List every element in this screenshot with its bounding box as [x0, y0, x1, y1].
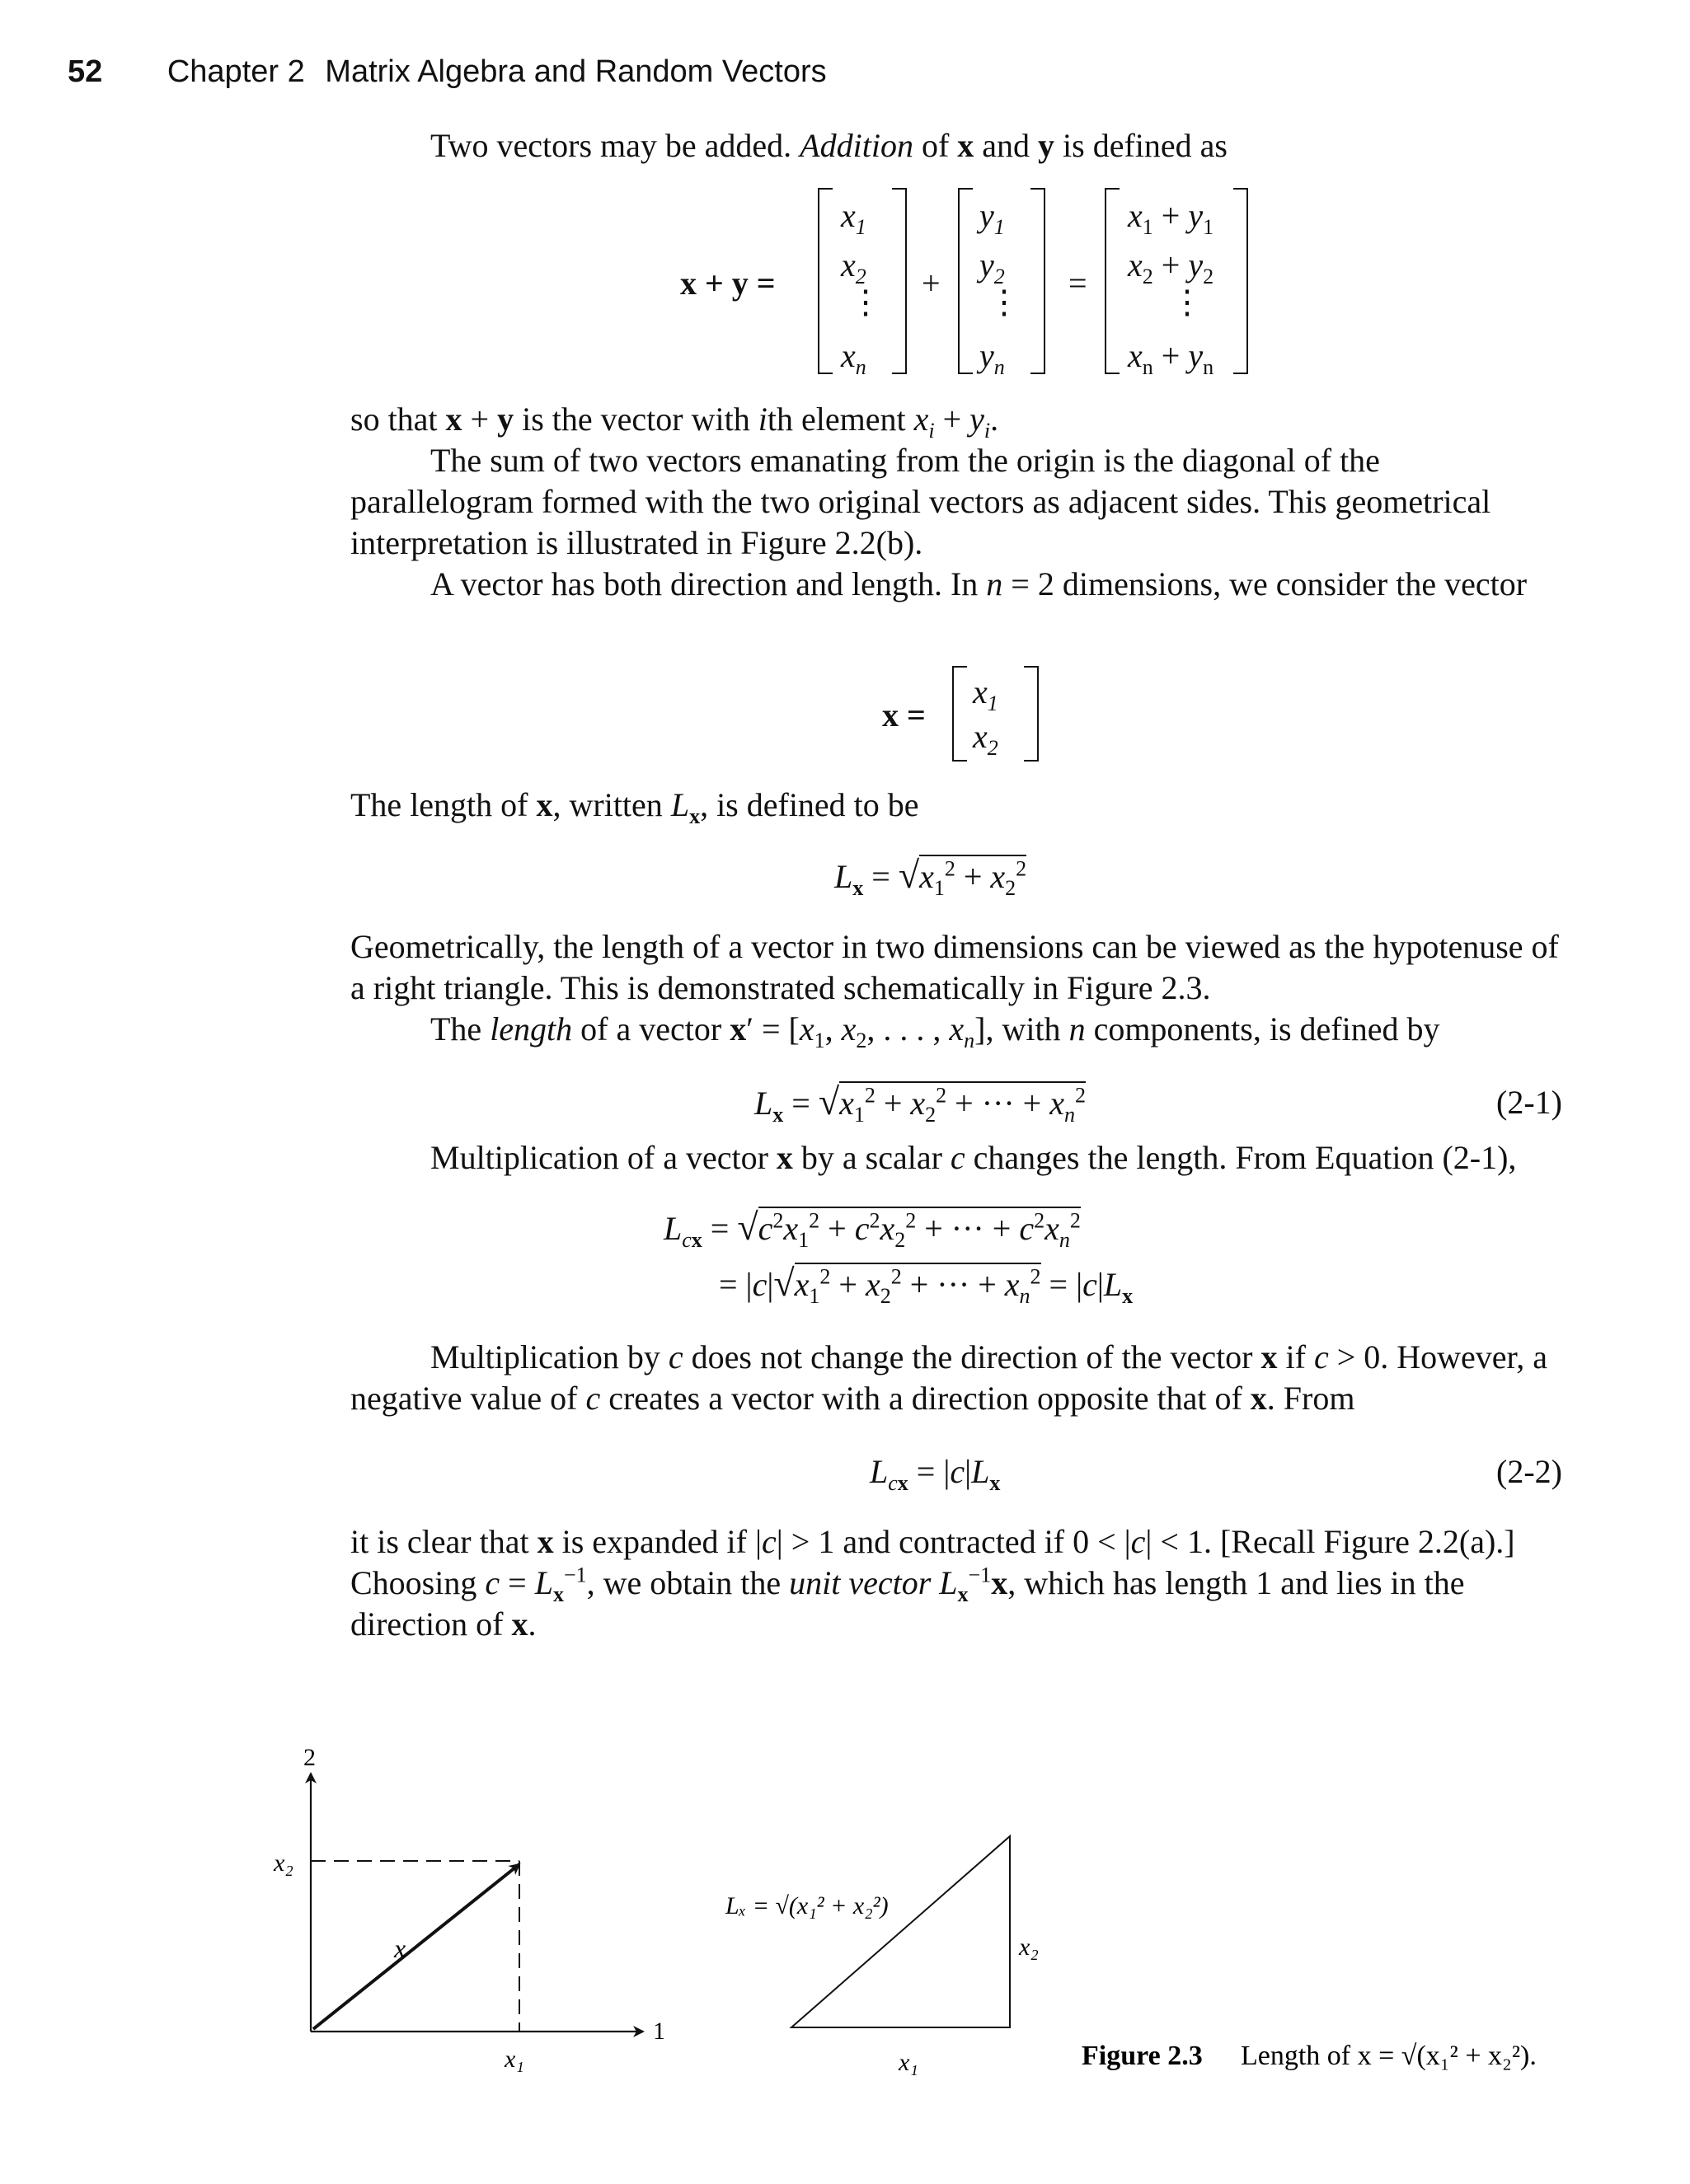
chapter-title: Matrix Algebra and Random Vectors	[325, 54, 827, 89]
vector-x-arrow	[313, 1864, 519, 2029]
equation-2-2: $L_{cx} = |c|L_x$	[870, 1453, 1001, 1495]
running-header	[68, 54, 827, 90]
equation-vector-x: x = $x_1$ $x_2$	[882, 666, 1047, 765]
page-number: 52	[68, 54, 103, 89]
paragraph-length-n: The length of a vector $x' = [x_1$, $x_2$, . . . , $x_n$], with n components, is defined by	[430, 1010, 1440, 1052]
paragraph-unit-vector: it is clear that x is expanded if |c| > 1 and contracted if 0 < |c| < 1. [Recall Figure 2.2(a).] Choosing $c = L_x^{-1}$, we obtain the unit vector $L_x^{-1}x$, which has length 1 and lies in the direction of x.	[350, 1523, 1515, 1643]
paragraph-direction-length: A vector has both direction and length. In n = 2 dimensions, we consider the vector	[430, 565, 1528, 602]
paragraph-direction: Multiplication by c does not change the direction of the vector x if c > 0. However, a negative value of c creates a vector with a direction opposite that of x. From	[350, 1338, 1548, 1417]
paragraph-hypotenuse: Geometrically, the length of a vector in two dimensions can be viewed as the hypotenuse of a right triangle. This is demonstrated schematically in Figure 2.3.	[350, 928, 1559, 1006]
left-x1-label: x₁	[505, 2046, 524, 2073]
equation-scaled-line2: = $|c|√x_1^2 + x_2^2$ + ··· + $x_n^2 = |c|L_x$	[719, 1262, 1134, 1308]
paragraph-parallelogram: The sum of two vectors emanating from the origin is the diagonal of the parallelogram formed with the two original vectors as adjacent sides. This geometrical interpretation is illustrated in Figure 2.2(b).	[350, 442, 1491, 561]
paragraph-addition-intro: Two vectors may be added. Addition of x and y is defined as	[430, 127, 1228, 164]
paragraph-ith-element: so that x + y is the vector with ith element $x_i + y_i$.	[350, 401, 999, 443]
chapter-label: Chapter 2	[167, 54, 305, 89]
right-triangle	[791, 1836, 1010, 2027]
equation-length-2d: $L_x = √x_1^2 + x_2^2$	[834, 854, 1027, 900]
axis-2-label: 2	[303, 1744, 316, 1771]
paragraph-length-def: The length of x, written $L_x$, is defined to be	[350, 786, 919, 828]
triangle-side-label: x₂	[1019, 1933, 1039, 1961]
equation-scaled-line1: $L_{cx} = √c^2x_1^2 + c^2x_2^2$ + ··· + $c^2x_n^2$	[664, 1206, 1081, 1252]
triangle-hypotenuse-label: Lₓ = √(x₁² + x₂²)	[725, 1892, 889, 1919]
left-x2-label: x₂	[274, 1849, 293, 1877]
vector-x-label: x	[394, 1933, 406, 1963]
equation-2-1-number: (2-1)	[1496, 1084, 1562, 1121]
axis-1-label: 1	[653, 2018, 665, 2045]
figure-caption-label: Figure 2.3	[1082, 2041, 1203, 2071]
triangle-base-label: x₁	[899, 2049, 918, 2076]
equation-2-2-number: (2-2)	[1496, 1453, 1562, 1490]
equation-2-1: $L_x = √x_1^2 + x_2^2$ + ··· + $x_n^2$	[754, 1080, 1086, 1127]
equation-vector-addition: x + y = $x_1$ $x_2$ ⋮ $x_n$ + $y_1$ $y_2$ ⋮ $y_n$ = $x_1 + y_1$ $x_2 + y_2$ ⋮ $x_n + y_n$	[676, 188, 1253, 377]
figure-2-3	[247, 1698, 1566, 2093]
paragraph-scalar-multiplication: Multiplication of a vector x by a scalar c changes the length. From Equation (2-1),	[430, 1139, 1517, 1176]
figure-caption-text: Length of x = √(x₁² + x₂²).	[1241, 2041, 1537, 2071]
